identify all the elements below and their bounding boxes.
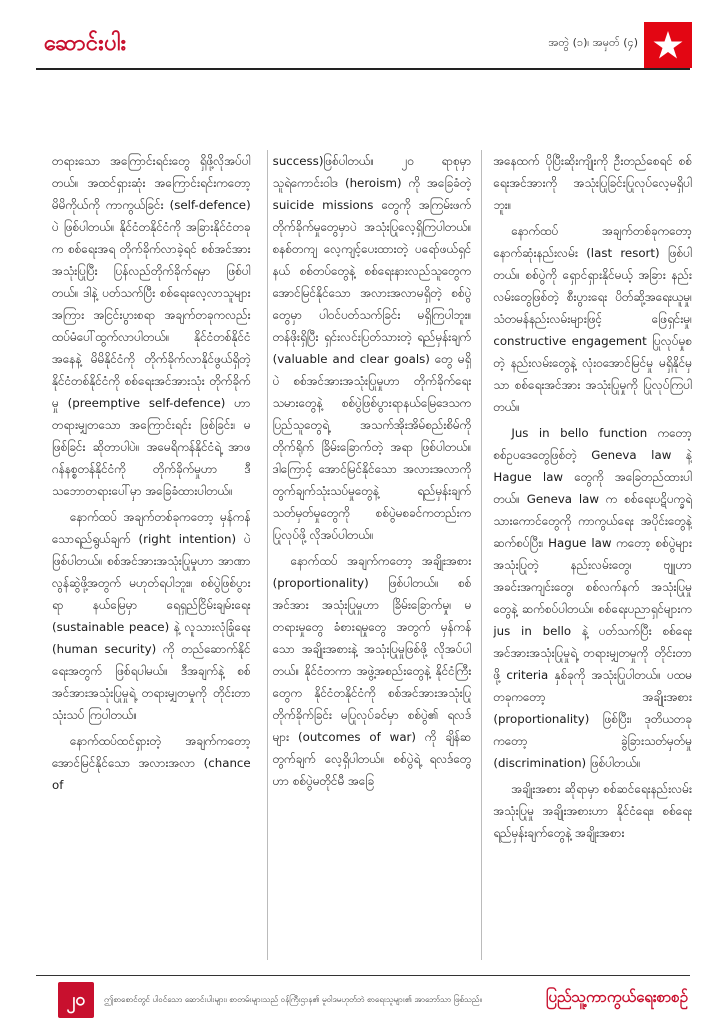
paragraph: နောက်ထပ် အချက်ကတော့ အချိုးအစား (proportionality) ဖြစ်ပါတယ်။ စစ်အင်အား အသုံးပြုမှုဟာ ခြိမ်းခြောက်မှု၊ မတရားမှုတွေ ခံစားရမှုတွေ အတွက် မှန်ကန်သော အချိုးအစားနဲ့ အသုံးပြုမှုဖြစ်ဖို့ လိုအပ်ပါတယ်။ နိုင်ငံတကာ အဖွဲ့အစည်းတွေနဲ့ နိုင်ငံကြီးတွေက နိုင်ငံတနိုင်ငံကို စစ်အင်အားအသုံးပြု တိုက်ခိုက်ခြင်း မပြုလုပ်ခင်မှာ စစ်ပွဲ၏ ရလဒ်များ (outcomes of war) ကို ချိန်ဆတွက်ချက် လေ့ရှိပါတယ်။ စစ်ပွဲရဲ့ ရလဒ်တွေဟာ စစ်ပွဲမတိုင်မီ အခြေ: [272, 554, 472, 788]
paragraph: success)ဖြစ်ပါတယ်။ ၂၀ ရာစုမှာ သူရဲကောင်းဝါဒ (heroism) ကို အခြေခံတဲ့ suicide missions တွေကို အကြမ်းဖက်တိုက်ခိုက်မှုတွေမှာပဲ အသုံးပြုလေ့ရှိကြပါတယ်။ စနစ်တကျ လေ့ကျင့်ပေးထားတဲ့ ပရော်ဖယ်ရှင်နယ် စစ်တပ်တွေနဲ့ စစ်ရေးနားလည်သူတွေက အောင်မြင်နိုင်သော အလားအလာမရှိတဲ့ စစ်ပွဲတွေမှာ ပါဝင်ပတ်သက်ခြင်း မရှိကြပါဘူး။ တန်ဖိုးရှိပြီး ရှင်းလင်းပြတ်သားတဲ့ ရည်မှန်းချက် (valuable and clear goals) တွေ မရှိပဲ စစ်အင်အားအသုံးပြုမှုဟာ တိုက်ခိုက်ရေးသမားတွေနဲ့ စစ်ပွဲဖြစ်ပွားရာနယ်မြေဒေသက ပြည်သူတွေရဲ့ အသက်အိုးအိမ်စည်းစိမ်ကို တိုက်ရိုက် ခြိမ်းခြောက်တဲ့ အရာ ဖြစ်ပါတယ်။ ဒါကြောင့် အောင်မြင်နိုင်သော အလားအလာကို တွက်ချက်သုံးသပ်မှုတွေနဲ့ ရည်မှန်းချက် သတ်မှတ်မှုတွေကို စစ်ပွဲမစခင်ကတည်းက ပြုလုပ်ဖို့ လိုအပ်ပါတယ်။: [272, 154, 472, 542]
star-flag-icon: [644, 22, 692, 68]
issue-label: အတွဲ (၁)၊ အမှတ် (၄): [548, 36, 638, 49]
column-divider: [267, 150, 268, 960]
paragraph: နောက်ထပ် အချက်တစ်ခုကတော့ နောက်ဆုံးနည်းလမ်း (last resort) ဖြစ်ပါတယ်။ စစ်ပွဲကို ရှောင်ရှားနိုင်မယ့် အခြား နည်းလမ်းတွေဖြစ်တဲ့ စီးပွားရေး ပိတ်ဆို့အရေးယူမှု၊ သံတမန်နည်းလမ်းများဖြင့် ဖြေရှင်းမှု၊ constructive engagement ပြုလုပ်မှုစတဲ့ နည်းလမ်းတွေနဲ့ လုံးဝအောင်မြင်မှု မရှိနိုင်မှသာ စစ်ရေးအင်အား အသုံးပြုမှုကို ပြုလုပ်ကြပါတယ်။: [493, 224, 693, 414]
paragraph: အချိုးအစား ဆိုရာမှာ စစ်ဆင်ရေးနည်းလမ်း အသုံးပြုမှု အချိုးအစားဟာ နိုင်ငံရေး၊ စစ်ရေး ရည်မှန်းချက်တွေနဲ့ အချိုးအစား: [493, 782, 693, 840]
paragraph: အနေထက် ပိုပြီးဆိုးကျိုးကို ဦးတည်စေရင် စစ်ရေးအင်အားကို အသုံးပြုခြင်းပြုလုပ်လေ့မရှိပါဘူး။: [493, 154, 693, 212]
paragraph: နောက်ထပ် အချက်တစ်ခုကတော့ မှန်ကန်သောရည်ရွယ်ချက် (right intention) ပဲ ဖြစ်ပါတယ်။ စစ်အင်အားအသုံးပြုမှုဟာ အာဏာလွန်ဆွဲဖို့အတွက် မဟုတ်ရပါဘူး။ စစ်ပွဲဖြစ်ပွားရာ နယ်မြေမှာ ရေရှည်ငြိမ်းချမ်းရေး (sustainable peace) နဲ့ လူသားလုံခြုံရေး (human security) ကို တည်ဆောက်နိုင်ရေးအတွက် ဖြစ်ရပါမယ်။ ဒီအချက်နဲ့ စစ်အင်အားအသုံးပြုမှုရဲ့ တရားမျှတမှုကို တိုင်းတာသုံးသပ် ကြပါတယ်။: [52, 510, 251, 722]
article-body: [52, 150, 692, 960]
column-3: [493, 150, 692, 960]
paragraph: Jus in bello function ကတော့ စစ်ဥပဒေတွေဖြစ်တဲ့ Geneva law နဲ့ Hague law တွေကို အခြေတည်ထားပါတယ်။ Geneva law က စစ်ရေးပဋိပက္ခရဲ့ သားကောင်တွေကို ကာကွယ်ရေး အပိုင်းတွေနဲ့ ဆက်စပ်ပြီး၊ Hague law ကတော့ စစ်ပွဲများ အသုံးပြုတဲ့ နည်းလမ်းတွေ၊ ဗျူဟာ အခင်းအကျင်းတွေ၊ စစ်လက်နက် အသုံးပြုမှုတွေနဲ့ ဆက်စပ်ပါတယ်။ စစ်ရေးပညာရှင်များက jus in bello နဲ့ ပတ်သက်ပြီး စစ်ရေး အင်အားအသုံးပြုမှုရဲ့ တရားမျှတမှုကို တိုင်းတာဖို့ criteria နှစ်ခုကို အသုံးပြုပါတယ်။ ပထမတခုကတော့ အချိုးအစား (proportionality) ဖြစ်ပြီး၊ ဒုတိယတခုကတော့ ခွဲခြားသတ်မှတ်မှု (discrimination) ဖြစ်ပါတယ်။: [493, 426, 693, 770]
column-2: [273, 150, 472, 960]
section-title: ဆောင်းပါး: [44, 30, 127, 56]
footer-disclaimer: ဤစာစောင်တွင် ပါဝင်သော ဆောင်းပါးများ၊ စာတမ်းများသည် ဝန်ကြီးဌာန၏ မူဝါဒမဟုတ်ဘဲ စာရေးသူများ၏ အာဘော်သာ ဖြစ်သည်။: [104, 995, 482, 1004]
column-1: [52, 150, 251, 960]
column-divider: [481, 150, 482, 960]
publication-name: ပြည်သူ့ကာကွယ်ရေးစာစဉ်: [545, 988, 688, 1006]
paragraph: တရားသော အကြောင်းရင်းတွေ ရှိဖို့လိုအပ်ပါတယ်။ အထင်ရှားဆုံး အကြောင်းရင်းကတော့ မိမိကိုယ်ကို ကာကွယ်ခြင်း (self-defence) ပဲ ဖြစ်ပါတယ်။ နိုင်ငံတနိုင်ငံကို အခြားနိုင်ငံတခုက စစ်ရေးအရ တိုက်ခိုက်လာခဲ့ရင် စစ်အင်အား အသုံးပြုပြီး ပြန်လည်တိုက်ခိုက်ရမှာ ဖြစ်ပါတယ်။ ဒါနဲ့ ပတ်သက်ပြီး စစ်ရေးလေ့လာသူများအကြား အငြင်းပွားစရာ အချက်တခုကလည်း ထပ်မံပေါ်ထွက်လာပါတယ်။ နိုင်ငံတစ်နိုင်ငံအနေနဲ့ မိမိနိုင်ငံကို တိုက်ခိုက်လာနိုင်ဖွယ်ရှိတဲ့ နိုင်ငံတစ်နိုင်ငံကို စစ်ရေးအင်အားသုံး တိုက်ခိုက်မှု (preemptive self-defence) ဟာ တရားမျှတသော အကြောင်းရင်း ဖြစ်ခြင်း၊ မဖြစ်ခြင်း ဆိုတာပါပဲ။ အမေရိကန်နိုင်ငံရဲ့ အာဖဂန်နစ္စတန်နိုင်ငံကို တိုက်ခိုက်မှုဟာ ဒီသဘောတရားပေါ်မှာ အခြေခံထားပါတယ်။: [52, 154, 251, 498]
footer-divider: [36, 975, 690, 976]
page-header: [0, 0, 724, 70]
page-number: ၂၀: [58, 982, 94, 1018]
header-divider: [36, 68, 690, 70]
paragraph: နောက်ထပ်ထင်ရှားတဲ့ အချက်ကတော့ အောင်မြင်နိုင်သော အလားအလာ (chance of: [52, 734, 251, 792]
